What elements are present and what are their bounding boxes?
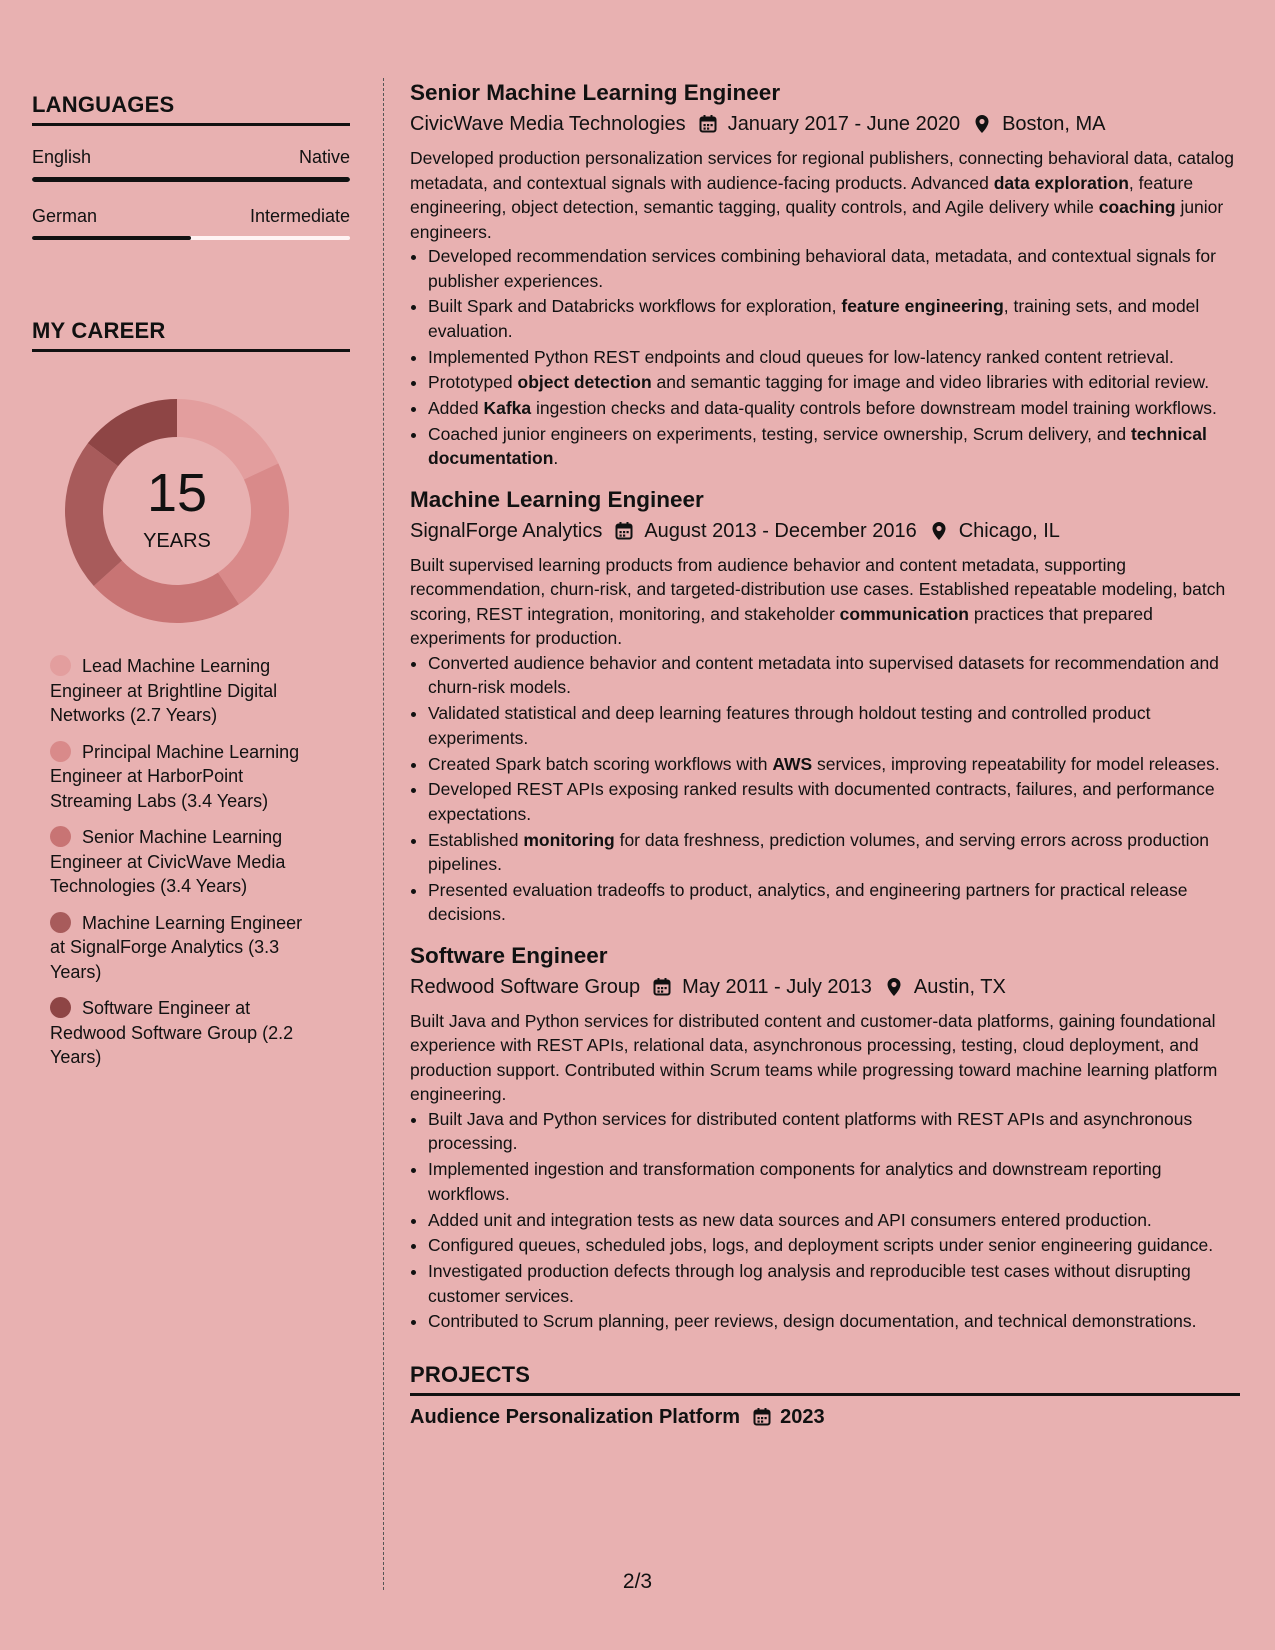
job-title: Senior Machine Learning Engineer (410, 80, 781, 105)
job-bullets (410, 1107, 1240, 1334)
legend-dot (50, 997, 71, 1018)
language-level: Native (298, 147, 350, 167)
job-dates: January 2017 - June 2020 (727, 113, 961, 135)
donut-slice (94, 561, 239, 623)
location-pin-icon (972, 114, 992, 134)
location-pin-icon (884, 977, 904, 997)
calendar-icon (652, 977, 672, 997)
legend-label: Principal Machine Learning Engineer at HarborPoint Streaming Labs (3.4 Years) (50, 741, 300, 811)
column-divider (383, 78, 384, 1590)
job-location: Boston, MA (1002, 113, 1106, 135)
page-number: 2/3 (622, 1570, 653, 1593)
legend-label: Lead Machine Learning Engineer at Brightline Digital Networks (2.7 Years) (50, 656, 278, 725)
job-bullet: • Configured queues, scheduled jobs, logs, and deployment scripts under senior engineering guidance. (428, 1233, 1240, 1258)
job-bullet: • Converted audience behavior and content metadata into supervised datasets for recommendation and churn-risk models. (428, 651, 1240, 700)
project-item (410, 1406, 1240, 1429)
job-location: Austin, TX (913, 975, 1006, 998)
job-company: Redwood Software Group (410, 975, 641, 998)
job-bullet: • Contributed to Scrum planning, peer reviews, design documentation, and technical demonstrations. (428, 1309, 1240, 1334)
job-title: Machine Learning Engineer (410, 486, 704, 512)
job-description: Built Java and Python services for distributed content and customer-data platforms, gaining foundational experience with REST APIs, relational data, asynchronous processing, testing, cloud deployment, and production support. Contributed within Scrum teams while progressing toward machine learning platform engineering. (410, 1010, 1218, 1105)
job-bullet: • Investigated production defects through log analysis and reproducible test cases without disrupting customer services. (428, 1259, 1240, 1308)
job-title: Software Engineer (410, 942, 608, 968)
language-proficiency-fill (32, 236, 191, 241)
legend-label: Senior Machine Learning Engineer at CivicWave Media Technologies (3.4 Years) (50, 827, 286, 896)
job-meta (410, 517, 1240, 545)
job-bullet: • Developed recommendation services combining behavioral data, metadata, and contextual signals for publisher experiences. (428, 244, 1240, 293)
language-proficiency-bar (32, 177, 350, 182)
career-total-unit: YEARS (143, 530, 211, 552)
language-proficiency-fill (32, 177, 350, 182)
job-bullet: • Built Java and Python services for distributed content platforms with REST APIs and asynchronous processing. (428, 1107, 1240, 1156)
job-description: Developed production personalization services for regional publishers, connecting behavioral data, catalog metadata, and contextual signals with audience-facing products. Advanced data exploration, feature engineering, object detection, semantic tagging, quality controls, and Agile delivery while coaching junior engineers. (410, 148, 1234, 242)
career-legend (50, 654, 350, 1070)
legend-label: Machine Learning Engineer at SignalForge Analytics (3.3 Years) (50, 912, 303, 982)
legend-dot (50, 741, 71, 762)
calendar-icon (614, 521, 634, 541)
project-year: 2023 (780, 1405, 825, 1428)
job-bullet: • Implemented Python REST endpoints and cloud queues for low-latency ranked content retrieval. (428, 345, 1240, 370)
language-row (32, 147, 350, 168)
legend-dot (50, 912, 71, 933)
job-bullets (410, 244, 1240, 471)
job-meta (410, 973, 1240, 1001)
career-heading: MY CAREER (32, 318, 350, 352)
job-entry (410, 485, 1240, 927)
career-total-years: 15 (146, 463, 208, 523)
job-company: CivicWave Media Technologies (410, 113, 686, 135)
language-name: English (32, 147, 92, 167)
calendar-icon (752, 1407, 772, 1427)
job-bullets (410, 651, 1240, 927)
job-bullet: • Built Spark and Databricks workflows for exploration, feature engineering, training sets, and model evaluation. (428, 294, 1240, 343)
languages-list (32, 147, 350, 240)
career-donut-chart (62, 396, 292, 626)
job-bullet: • Developed REST APIs exposing ranked results with documented contracts, failures, and performance expectations. (428, 777, 1240, 826)
job-bullet: • Coached junior engineers on experiments, testing, service ownership, Scrum delivery, and technical documentation. (428, 422, 1240, 471)
location-pin-icon (929, 521, 949, 541)
legend-label: Software Engineer at Redwood Software Group (2.2 Years) (50, 998, 294, 1067)
experience-list (410, 78, 1240, 1334)
job-location: Chicago, IL (958, 519, 1060, 542)
sidebar (32, 92, 350, 1082)
projects-heading: PROJECTS (410, 1362, 1240, 1396)
legend-item (50, 911, 320, 985)
language-row (32, 206, 350, 227)
job-bullet: • Presented evaluation tradeoffs to product, analytics, and engineering partners for practical release decisions. (428, 878, 1240, 927)
projects-list (410, 1406, 1240, 1429)
job-entry (410, 941, 1240, 1334)
job-description: Built supervised learning products from audience behavior and content metadata, supporting recommendation, churn-risk, and targeted-distribution use cases. Established repeatable modeling, batch scoring, REST integration, monitoring, and stakeholder communication practices that prepared experiments for production. (410, 554, 1226, 649)
job-dates: May 2011 - July 2013 (682, 975, 872, 998)
languages-heading: LANGUAGES (32, 92, 350, 126)
language-item (32, 206, 350, 241)
main-content (410, 78, 1240, 1429)
legend-item (50, 825, 320, 899)
legend-item (50, 740, 320, 814)
job-entry (410, 78, 1240, 471)
language-name: German (32, 205, 98, 226)
calendar-icon (698, 114, 718, 134)
legend-dot (50, 655, 71, 676)
job-bullet: • Added unit and integration tests as new data sources and API consumers entered production. (428, 1208, 1240, 1233)
legend-item (50, 996, 320, 1070)
job-bullet: • Prototyped object detection and semantic tagging for image and video libraries with editorial review. (428, 370, 1240, 395)
language-level: Intermediate (249, 205, 350, 226)
job-bullet: • Added Kafka ingestion checks and data-quality controls before downstream model training workflows. (428, 396, 1240, 421)
language-item (32, 147, 350, 182)
job-bullet: • Established monitoring for data freshness, prediction volumes, and serving errors across production pipelines. (428, 828, 1240, 877)
legend-item (50, 654, 320, 728)
job-meta (410, 110, 1240, 138)
job-company: SignalForge Analytics (410, 519, 603, 542)
project-name: Audience Personalization Platform (410, 1405, 741, 1428)
job-bullet: • Implemented ingestion and transformation components for analytics and downstream reporting workflows. (428, 1157, 1240, 1206)
legend-dot (50, 826, 71, 847)
job-bullet: • Validated statistical and deep learning features through holdout testing and controlled product experiments. (428, 701, 1240, 750)
language-proficiency-bar (32, 236, 350, 241)
job-dates: August 2013 - December 2016 (644, 519, 917, 542)
job-bullet: • Created Spark batch scoring workflows with AWS services, improving repeatability for model releases. (428, 752, 1240, 777)
